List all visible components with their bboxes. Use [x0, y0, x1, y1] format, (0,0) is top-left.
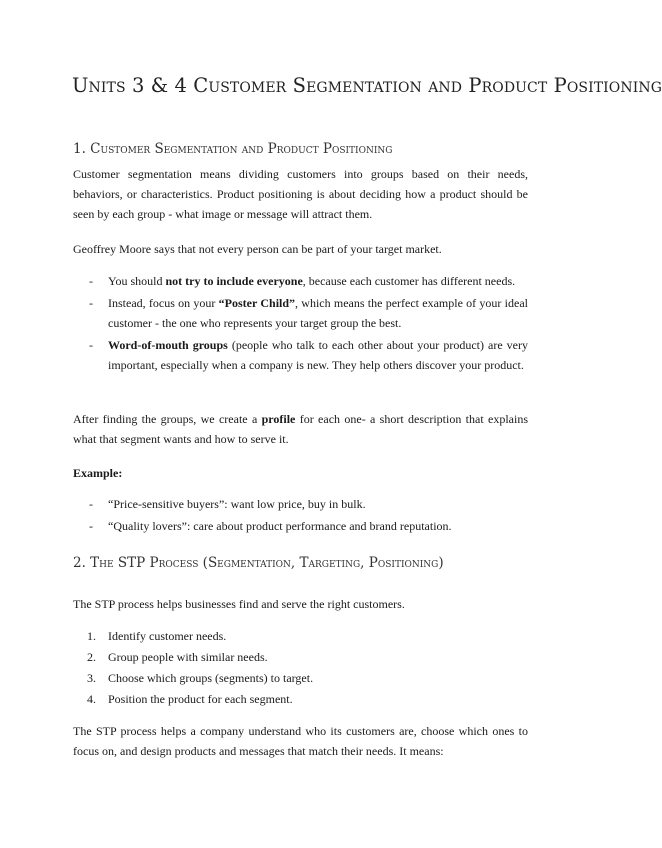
step-number: 4. [87, 692, 96, 706]
profile-text: After finding the groups, we create a [73, 412, 262, 426]
bullet-bold-text: not try to include everyone [165, 274, 303, 288]
section-1-bullet-list [73, 271, 528, 377]
example-label [73, 463, 528, 483]
list-item [73, 647, 528, 667]
bullet-text: Instead, focus on your [108, 296, 219, 310]
profile-paragraph [73, 409, 528, 449]
list-item [73, 668, 528, 688]
step-text: Identify customer needs. [108, 629, 227, 643]
bullet-marker: - [89, 497, 93, 511]
profile-bold-text: profile [261, 412, 296, 426]
page-title: Units 3 & 4 Customer Segmentation and Product Positioning [72, 74, 662, 97]
bullet-marker: - [89, 274, 93, 288]
list-item [73, 271, 528, 291]
bullet-bold-text: Word-of-mouth groups [108, 338, 228, 352]
bullet-text: , which means the perfect example of your ideal customer - the one who represents your target group the best. [108, 296, 529, 330]
list-item [73, 516, 528, 536]
section-1-heading: 1. Customer Segmentation and Product Positioning [73, 141, 393, 157]
bullet-marker: - [89, 296, 93, 310]
moore-paragraph: Geoffrey Moore says that not every person can be part of your target market. [73, 242, 442, 256]
profile-text: for each one- a short description that explains what that segment wants and how to serve it. [73, 412, 528, 446]
list-item [73, 494, 528, 514]
bullet-marker: - [89, 519, 93, 533]
step-number: 1. [87, 629, 96, 643]
bullet-text: You should [108, 274, 166, 288]
list-item [73, 335, 528, 375]
step-text: Position the product for each segment. [108, 692, 293, 706]
stp-steps-list [73, 626, 528, 710]
bullet-text: (people who talk to each other about your product) are very important, especially when a company is new. They help others discover your product. [108, 338, 529, 372]
example-label-text: Example: [73, 466, 123, 480]
list-item [73, 689, 528, 709]
section-2-heading: 2. The STP Process (Segmentation, Targeting, Positioning) [73, 555, 444, 571]
section-1-intro: Customer segmentation means dividing customers into groups based on their needs, behaviors, or characteristics. Product positioning is about deciding how a product should be seen by each group - what image or message will attract them. [73, 167, 528, 221]
example-text: “Quality lovers”: care about product performance and brand reputation. [108, 519, 452, 533]
step-number: 2. [87, 650, 96, 664]
step-number: 3. [87, 671, 96, 685]
step-text: Group people with similar needs. [108, 650, 268, 664]
bullet-marker: - [89, 338, 93, 352]
section-2-intro: The STP process helps businesses find and serve the right customers. [73, 597, 405, 611]
section-2-closing: The STP process helps a company understand who its customers are, choose which ones to focus on, and design products and messages that match their needs. It means: [73, 724, 528, 758]
step-text: Choose which groups (segments) to target. [108, 671, 314, 685]
list-item [73, 293, 528, 333]
example-text: “Price-sensitive buyers”: want low price, buy in bulk. [108, 497, 366, 511]
list-item [73, 626, 528, 646]
bullet-text: , because each customer has different needs. [302, 274, 516, 288]
examples-list [73, 494, 528, 538]
bullet-bold-text: “Poster Child” [218, 296, 296, 310]
